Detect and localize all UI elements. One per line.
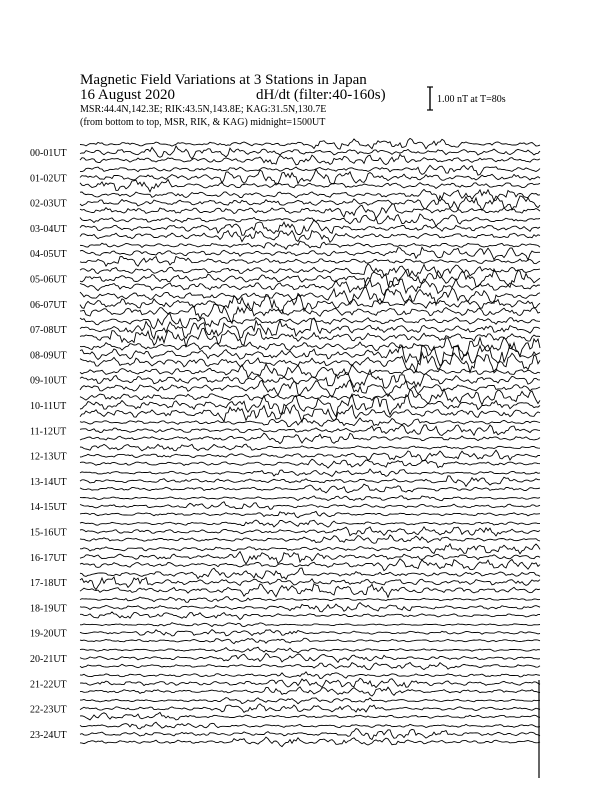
trace-RIK-12-13UT — [80, 450, 540, 460]
trace-MSR-02-03UT — [80, 204, 540, 219]
trace-RIK-21-22UT — [80, 678, 540, 687]
row-label-01-02UT: 01-02UT — [30, 173, 67, 185]
trace-MSR-18-19UT — [80, 612, 540, 620]
trace-RIK-14-15UT — [80, 502, 540, 510]
trace-KAG-09-10UT — [80, 364, 540, 378]
trace-KAG-01-02UT — [80, 165, 540, 175]
trace-KAG-00-01UT — [80, 138, 540, 149]
row-label-06-07UT: 06-07UT — [30, 299, 67, 311]
trace-RIK-15-16UT — [80, 527, 540, 536]
trace-MSR-21-22UT — [80, 687, 540, 696]
trace-KAG-21-22UT — [80, 672, 540, 679]
row-label-17-18UT: 17-18UT — [30, 578, 67, 590]
trace-RIK-18-19UT — [80, 603, 540, 612]
trace-MSR-04-05UT — [80, 257, 540, 267]
row-label-18-19UT: 18-19UT — [30, 603, 67, 615]
trace-RIK-11-12UT — [80, 425, 540, 436]
scale-bar — [427, 87, 433, 110]
trace-KAG-02-03UT — [80, 189, 540, 201]
row-label-08-09UT: 08-09UT — [30, 350, 67, 362]
trace-MSR-16-17UT — [80, 559, 540, 571]
trace-MSR-03-04UT — [80, 231, 540, 243]
trace-MSR-13-14UT — [80, 484, 540, 493]
trace-KAG-05-06UT — [80, 264, 540, 278]
row-label-14-15UT: 14-15UT — [30, 502, 67, 514]
trace-MSR-20-21UT — [80, 663, 540, 670]
trace-MSR-15-16UT — [80, 535, 540, 543]
trace-KAG-12-13UT — [80, 444, 540, 451]
trace-KAG-23-24UT — [80, 722, 540, 729]
trace-RIK-17-18UT — [80, 577, 540, 590]
trace-KAG-16-17UT — [80, 544, 540, 554]
trace-RIK-22-23UT — [80, 704, 540, 713]
trace-KAG-18-19UT — [80, 597, 540, 603]
trace-KAG-19-20UT — [80, 623, 540, 627]
chart-title: Magnetic Field Variations at 3 Stations in Japan — [80, 72, 367, 88]
trace-KAG-14-15UT — [80, 496, 540, 501]
trace-MSR-08-09UT — [80, 353, 540, 373]
row-label-22-23UT: 22-23UT — [30, 704, 67, 716]
row-label-23-24UT: 23-24UT — [30, 729, 67, 741]
row-label-11-12UT: 11-12UT — [30, 426, 67, 438]
row-label-16-17UT: 16-17UT — [30, 552, 67, 564]
trace-MSR-17-18UT — [80, 584, 540, 598]
trace-KAG-13-14UT — [80, 469, 540, 476]
trace-KAG-03-04UT — [80, 214, 540, 226]
row-label-15-16UT: 15-16UT — [30, 527, 67, 539]
row-label-19-20UT: 19-20UT — [30, 628, 67, 640]
trace-MSR-07-08UT — [80, 328, 540, 347]
trace-MSR-14-15UT — [80, 511, 540, 517]
trace-MSR-19-20UT — [80, 638, 540, 643]
trace-KAG-11-12UT — [80, 418, 540, 427]
trace-MSR-23-24UT — [80, 737, 540, 747]
trace-KAG-22-23UT — [80, 698, 540, 704]
row-label-07-08UT: 07-08UT — [30, 325, 67, 337]
row-label-03-04UT: 03-04UT — [30, 223, 67, 235]
trace-RIK-20-21UT — [80, 653, 540, 662]
trace-RIK-16-17UT — [80, 552, 540, 564]
trace-MSR-00-01UT — [80, 154, 540, 164]
filter-label: dH/dt (filter:40-160s) — [256, 87, 386, 103]
trace-RIK-19-20UT — [80, 630, 540, 636]
trace-KAG-20-21UT — [80, 647, 540, 653]
row-label-13-14UT: 13-14UT — [30, 476, 67, 488]
trace-RIK-00-01UT — [80, 146, 540, 159]
trace-MSR-22-23UT — [80, 712, 540, 720]
scale-bar-label: 1.00 nT at T=80s — [437, 94, 506, 105]
trace-MSR-11-12UT — [80, 433, 540, 444]
trace-RIK-23-24UT — [80, 729, 540, 740]
row-label-00-01UT: 00-01UT — [30, 148, 67, 159]
station-coordinates: MSR:44.4N,142.3E; RIK:43.5N,143.8E; KAG:31.5N,130.7E — [80, 104, 327, 115]
trace-RIK-04-05UT — [80, 247, 540, 260]
row-label-10-11UT: 10-11UT — [30, 401, 67, 412]
station-order-note: (from bottom to top, MSR, RIK, & KAG) midnight=1500UT — [80, 117, 326, 128]
row-label-21-22UT: 21-22UT — [30, 679, 67, 691]
trace-MSR-12-13UT — [80, 459, 540, 468]
row-label-09-10UT: 09-10UT — [30, 375, 67, 387]
row-label-04-05UT: 04-05UT — [30, 249, 67, 261]
trace-RIK-01-02UT — [80, 169, 540, 185]
row-label-05-06UT: 05-06UT — [30, 274, 67, 286]
trace-KAG-10-11UT — [80, 389, 540, 405]
trace-RIK-09-10UT — [80, 370, 540, 388]
trace-KAG-15-16UT — [80, 520, 540, 527]
row-label-12-13UT: 12-13UT — [30, 451, 67, 463]
date-label: 16 August 2020 — [80, 87, 176, 103]
row-label-20-21UT: 20-21UT — [30, 654, 67, 665]
trace-KAG-04-05UT — [80, 241, 540, 249]
row-label-02-03UT: 02-03UT — [30, 198, 67, 210]
